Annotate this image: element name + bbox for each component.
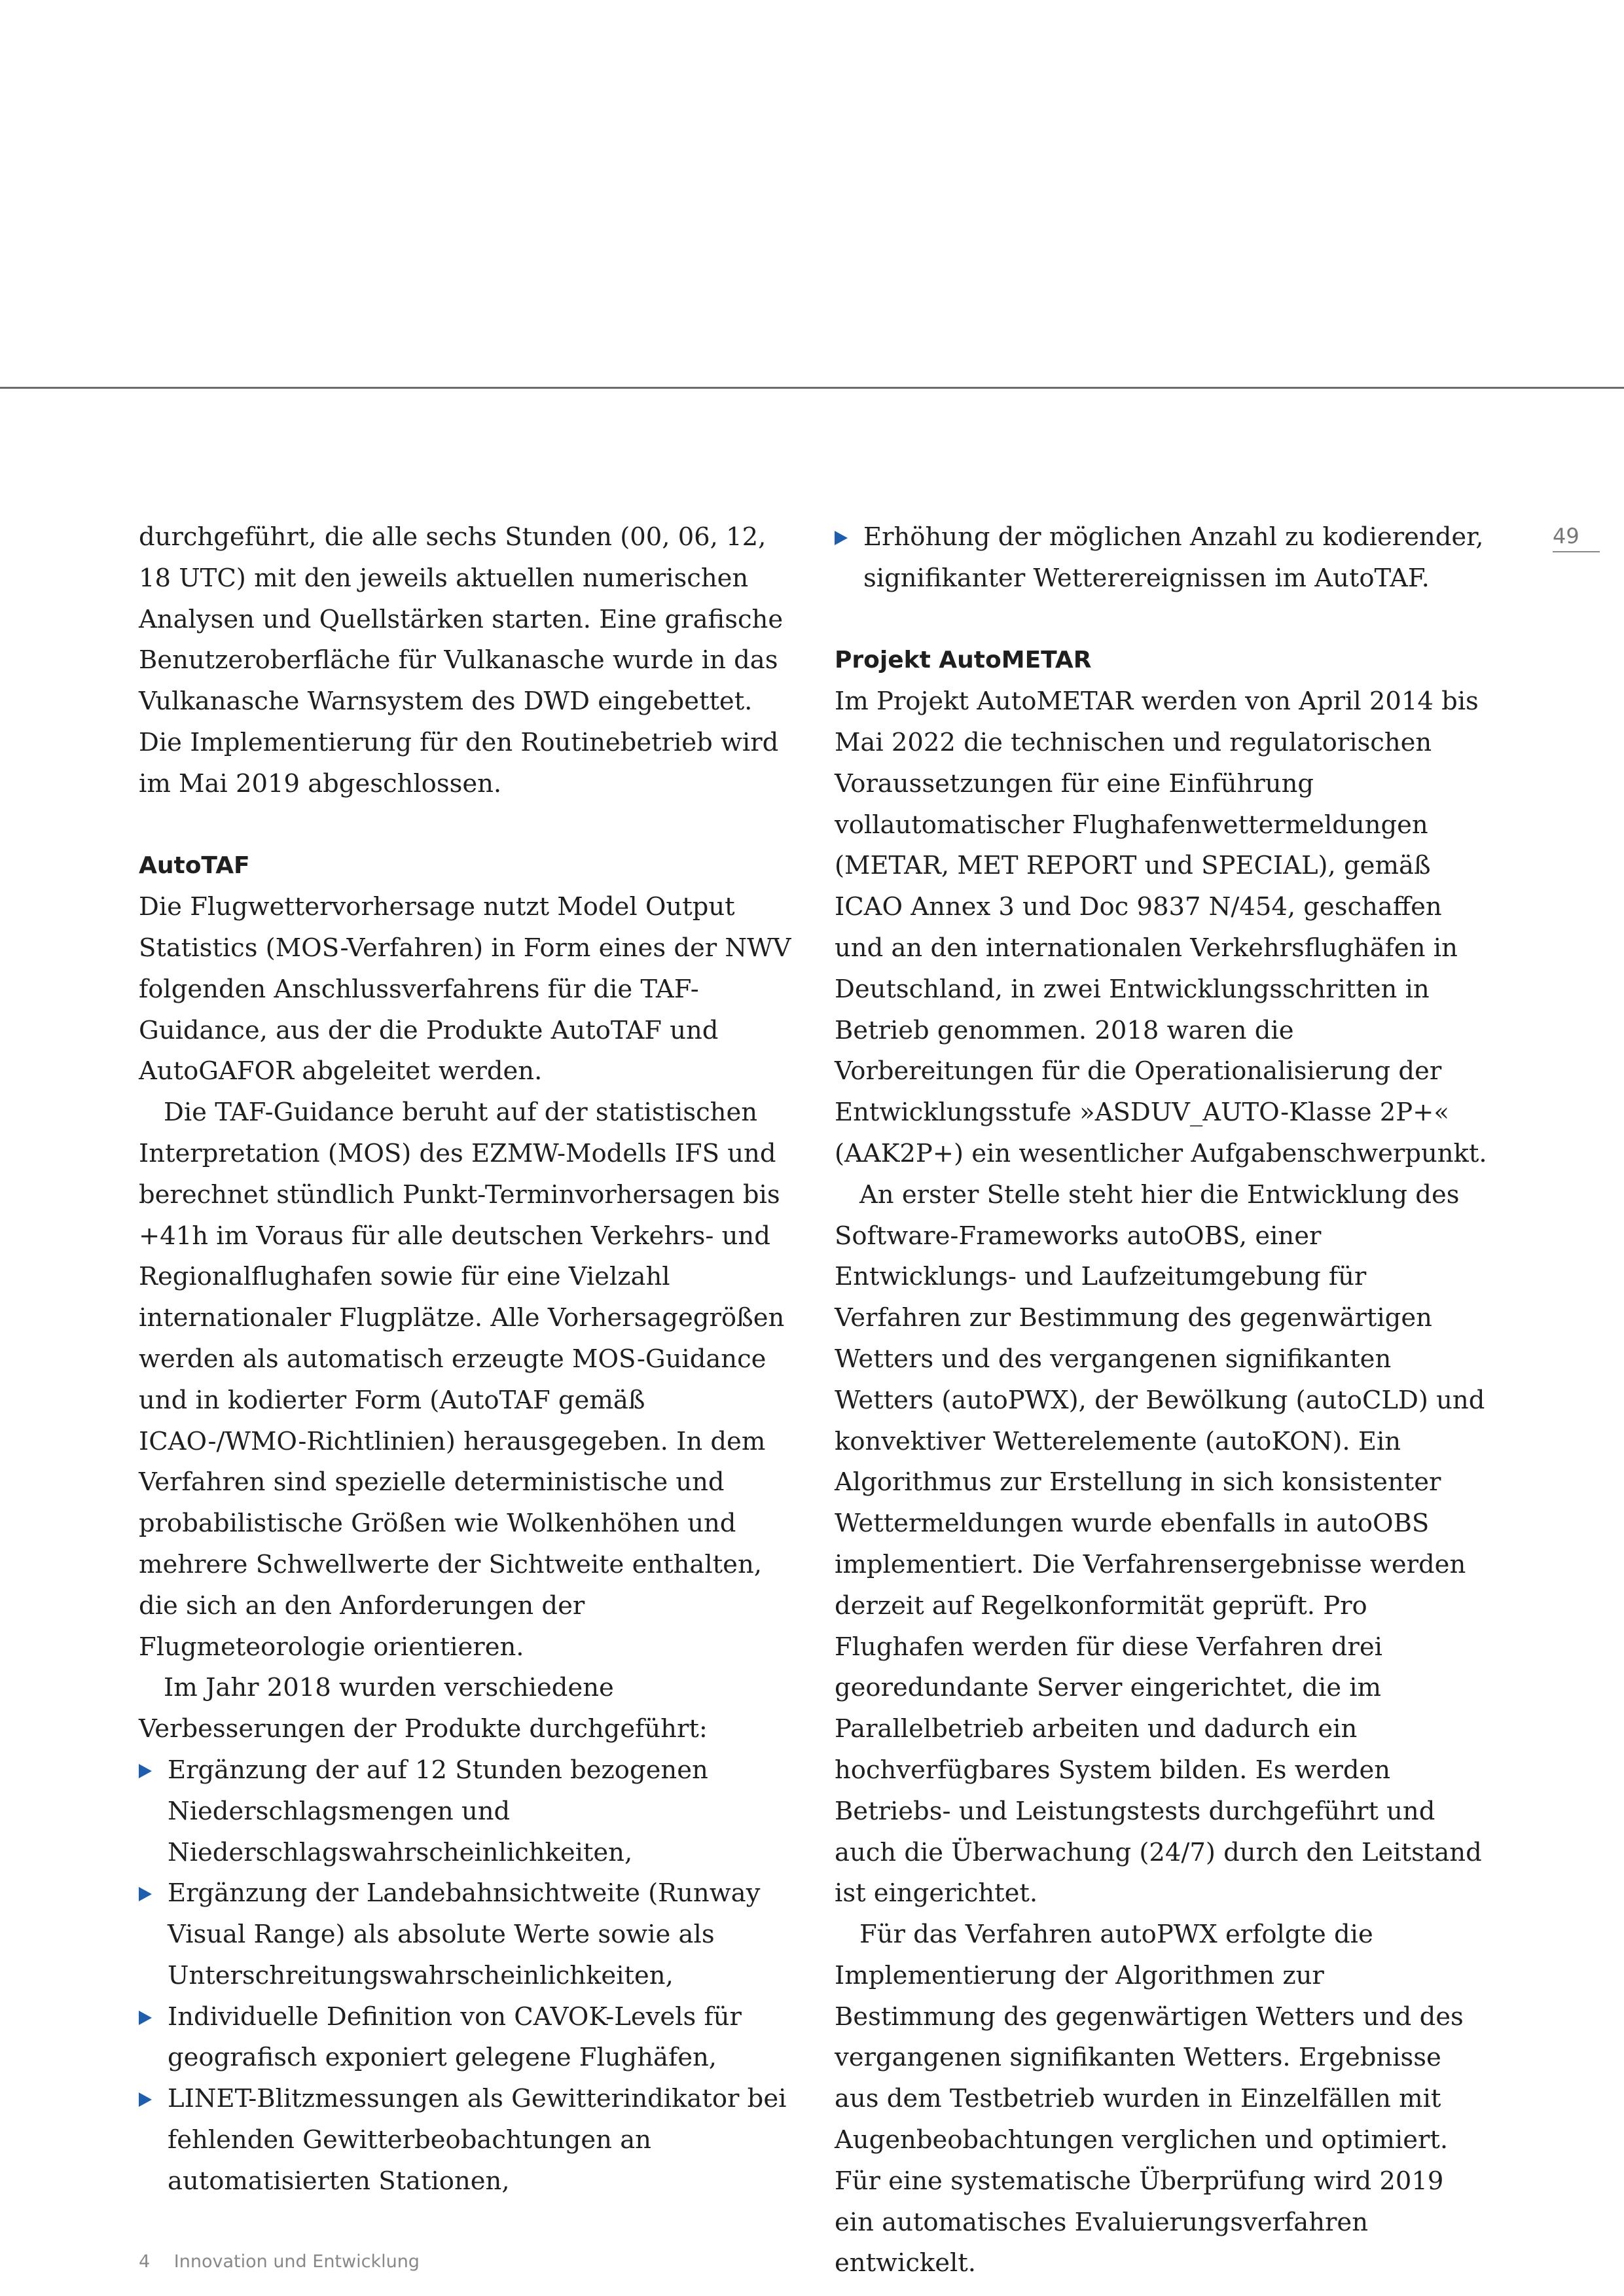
autometar-heading: Projekt AutoMETAR (835, 647, 1092, 674)
left-column (139, 517, 793, 2202)
autotaf-heading: AutoTAF (139, 852, 250, 880)
list-item (139, 1873, 793, 1996)
triangle-bullet-icon (139, 1887, 152, 1901)
list-item (835, 517, 1489, 600)
autotaf-paragraph-3: Im Jahr 2018 wurden verschiedene Verbesserungen der Produkte durchgeführt: (139, 1673, 708, 1744)
autotaf-paragraph-1: Die Flugwettervorhersage nutzt Model Output Statistics (MOS-Verfahren) in Form eines der NWV folgenden Anschlussverfahrens für die TAF-Guidance, aus der die Produkte AutoTAF und AutoGAFOR abgeleitet werden. (139, 892, 791, 1086)
list-item-text: Erhöhung der möglichen Anzahl zu kodierender, signifikanter Wetterereignissen im AutoTAF. (863, 522, 1484, 593)
triangle-bullet-icon (139, 1764, 152, 1778)
autometar-paragraph-3: Für das Verfahren autoPWX erfolgte die Implementierung der Algorithmen zur Bestimmung des gegenwärtigen Wetters und des vergangenen signifikanten Wetters. Ergebnisse aus dem Testbetrieb wurden in Einzelfällen mit Augenbeobachtungen verglichen und optimiert. Für eine systematische Überprüfung wird 2019 ein automatisches Evaluierungsverfahren entwickelt. (835, 1920, 1464, 2278)
right-column (835, 517, 1489, 2284)
triangle-bullet-icon (835, 531, 848, 545)
header-rule (0, 387, 1624, 389)
list-item (139, 1997, 793, 2079)
triangle-bullet-icon (139, 2092, 152, 2107)
spacer (835, 600, 1489, 641)
list-item (139, 1750, 793, 1873)
improvements-list-continued (835, 517, 1489, 600)
autometar-paragraph-2: An erster Stelle steht hier die Entwicklung des Software-Frameworks autoOBS, einer Entwicklungs- und Laufzeitumgebung für Verfahren zur Bestimmung des gegenwärtigen Wetters und des vergangenen signifikanten Wetters (autoPWX), der Bewölkung (autoCLD) und konvektiver Wetterelemente (autoKON). Ein Algorithmus zur Erstellung in sich konsistenter Wettermeldungen wurde ebenfalls in autoOBS implementiert. Die Verfahrensergebnisse werden derzeit auf Regelkonformität geprüft. Pro Flughafen werden für diese Verfahren drei georedundante Server eingerichtet, die im Parallelbetrieb arbeiten und dadurch ein hochverfügbares System bilden. Es werden Betriebs- und Leistungstests durchgeführt und auch die Überwachung (24/7) durch den Leitstand ist eingerichtet. (835, 1179, 1485, 1909)
list-item-text: Ergänzung der auf 12 Stunden bezogenen Niederschlagsmengen und Niederschlagswahrscheinlichkeiten, (168, 1755, 708, 1867)
triangle-bullet-icon (139, 2011, 152, 2025)
footer-section-title: Innovation und Entwicklung (173, 2251, 420, 2272)
list-item-text: Individuelle Definition von CAVOK-Levels für geografisch exponiert gelegene Flughäfen, (168, 2001, 742, 2073)
footer-section-number: 4 (139, 2251, 151, 2272)
list-item-text: LINET-Blitzmessungen als Gewitterindikator bei fehlenden Gewitterbeobachtungen an automatisierten Stationen, (168, 2084, 787, 2196)
page-number: 49 (1553, 524, 1600, 552)
autometar-paragraph-1: Im Projekt AutoMETAR werden von April 2014 bis Mai 2022 die technischen und regulatorischen Voraussetzungen für eine Einführung vollautomatischer Flughafenwettermeldungen (METAR, MET REPORT und SPECIAL), gemäß ICAO Annex 3 und Doc 9837 N/454, geschaffen und an den internationalen Verkehrsflughäfen in Deutschland, in zwei Entwicklungsschritten in Betrieb genommen. 2018 waren die Vorbereitungen für die Operationalisierung der Entwicklungsstufe »ASDUV_AUTO-Klasse 2P+« (AAK2P+) ein wesentlicher Aufgabenschwerpunkt. (835, 687, 1487, 1168)
spacer (139, 805, 793, 846)
improvements-list (139, 1750, 793, 2202)
intro-paragraph: durchgeführt, die alle sechs Stunden (00, 06, 12, 18 UTC) mit den jeweils aktuellen numerischen Analysen und Quellstärken starten. Eine grafische Benutzeroberfläche für Vulkanasche wurde in das Vulkanasche Warnsystem des DWD eingebettet. Die Implementierung für den Routinebetrieb wird im Mai 2019 abgeschlossen. (139, 522, 784, 798)
list-item (139, 2079, 793, 2202)
autotaf-paragraph-2: Die TAF-Guidance beruht auf der statistischen Interpretation (MOS) des EZMW-Modells IFS und berechnet stündlich Punkt-Terminvorhersagen bis +41h im Voraus für alle deutschen Verkehrs- und Regionalflughafen sowie für eine Vielzahl internationaler Flugplätze. Alle Vorhersagegrößen werden als automatisch erzeugte MOS-Guidance und in kodierter Form (AutoTAF gemäß ICAO-/WMO-Richtlinien) herausgegeben. In dem Verfahren sind spezielle deterministische und probabilistische Größen wie Wolkenhöhen und mehrere Schwellwerte der Sichtweite enthalten, die sich an den Anforderungen der Flugmeteorologie orientieren. (139, 1098, 785, 1662)
list-item-text: Ergänzung der Landebahnsichtweite (Runway Visual Range) als absolute Werte sowie als Unterschreitungswahrscheinlichkeiten, (168, 1878, 761, 1990)
page-footer (139, 2251, 420, 2272)
